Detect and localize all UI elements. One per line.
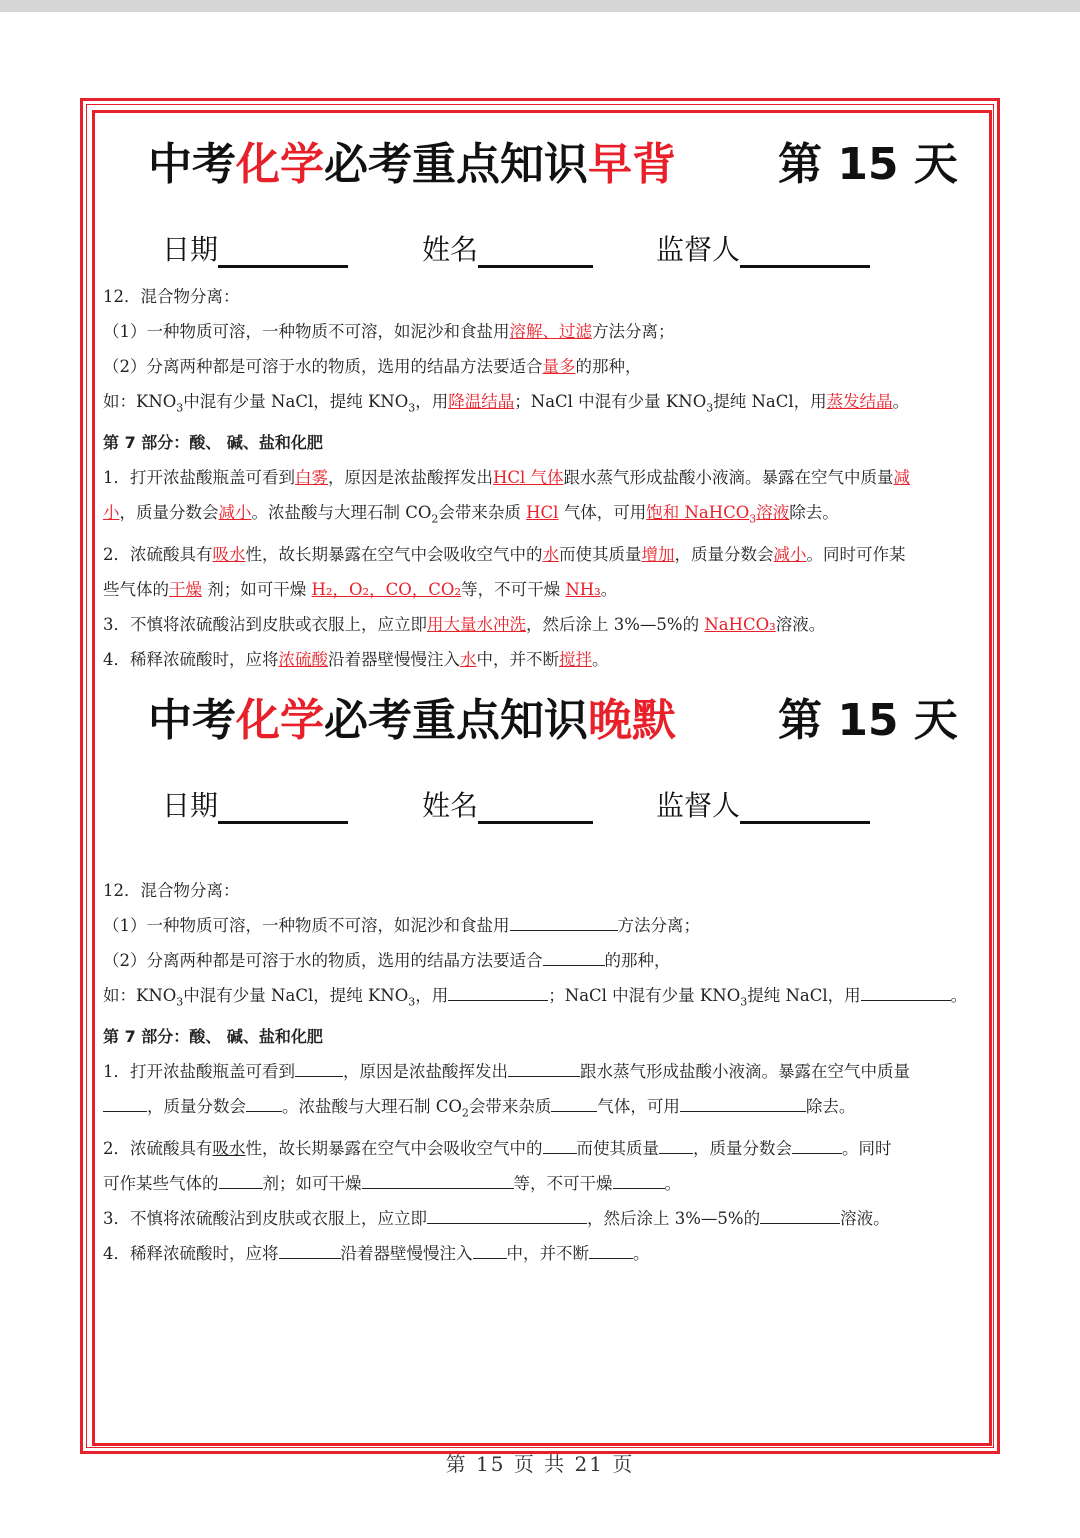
supervisor-label: 监督人 xyxy=(656,789,741,822)
answer: 浓硫酸 xyxy=(278,649,328,669)
fill-blank[interactable] xyxy=(543,1135,577,1154)
fill-blank[interactable] xyxy=(508,1058,580,1077)
p1-line-1: 1．打开浓盐酸瓶盖可看到白雾，原因是浓盐酸挥发出HCl 气体跟水蒸气形成盐酸小液滴。暴露在空气中质量减 xyxy=(103,468,911,488)
name-blank[interactable] xyxy=(478,235,593,268)
fill-blank[interactable] xyxy=(219,1170,263,1189)
date-label: 日期 xyxy=(162,233,219,266)
fill-blank[interactable] xyxy=(473,1240,507,1259)
q12-line-3: 如：$KNO_3$中混有少量 NaCl，提纯 $KNO_3$，用 ；NaCl 中混有少量 $KNO_3$提纯 NaCl，用 。 xyxy=(103,978,983,1019)
answer: 减小 xyxy=(773,544,807,564)
date-blank[interactable] xyxy=(218,791,348,824)
title-part-red: 化学 xyxy=(236,695,324,746)
answer: 吸水 xyxy=(212,544,246,564)
answer: 蒸发结晶 xyxy=(826,392,893,411)
p4-line: 4．稀释浓硫酸时，应将 沿着器壁慢慢注入 中，并不断 。 xyxy=(103,1236,983,1271)
supervisor-blank[interactable] xyxy=(740,235,870,268)
title-part-red: 晚默 xyxy=(588,695,676,746)
q12-title: 12．混合物分离： xyxy=(103,881,240,900)
title-part: 必考重点知识 xyxy=(324,695,588,746)
evening-day-label: 第 15 天 xyxy=(778,695,958,746)
p2-line-2: 些气体的干燥 剂；如可干燥 H₂，O₂，CO，CO₂等，不可干燥 NH₃。 xyxy=(103,579,618,599)
fill-blank[interactable] xyxy=(680,1093,806,1112)
p2-line-1: 2．浓硫酸具有吸水性，故长期暴露在空气中会吸收空气中的 而使其质量 ，质量分数会 。同时 xyxy=(103,1131,983,1166)
fill-blank[interactable] xyxy=(792,1135,842,1154)
morning-fields-row xyxy=(162,228,922,268)
morning-title xyxy=(148,128,676,192)
answer: 干燥 xyxy=(169,579,202,599)
q12-line-2: （2）分离两种都是可溶于水的物质，选用的结晶方法要适合量多的那种， xyxy=(103,357,642,376)
evening-content xyxy=(103,873,983,1271)
answer: HCl xyxy=(526,503,559,523)
fill-blank[interactable] xyxy=(295,1058,343,1077)
p4-line: 4．稀释浓硫酸时，应将浓硫酸沿着器壁慢慢注入水中，并不断搅拌。 xyxy=(103,649,609,669)
fill-blank[interactable] xyxy=(246,1093,282,1112)
answer: 溶解、过滤 xyxy=(509,322,592,341)
answer: 减 xyxy=(893,468,911,488)
part7-heading: 第 7 部分：酸、 碱、盐和化肥 xyxy=(103,1027,323,1047)
fill-blank[interactable] xyxy=(362,1170,514,1189)
answer: NaHCO₃ xyxy=(704,614,776,634)
answer: 降温结晶 xyxy=(448,392,515,411)
evening-fields-row xyxy=(162,784,922,824)
fill-blank[interactable] xyxy=(760,1205,840,1224)
answer: H₂，O₂，CO，CO₂ xyxy=(311,579,462,599)
name-label: 姓名 xyxy=(422,233,479,266)
page-footer: 第 15 页 共 21 页 xyxy=(445,1452,635,1476)
name-label: 姓名 xyxy=(422,789,479,822)
supervisor-field[interactable] xyxy=(656,784,870,824)
title-part: 中考 xyxy=(148,695,236,746)
name-field[interactable] xyxy=(422,784,593,824)
fill-blank[interactable] xyxy=(659,1135,693,1154)
fill-blank[interactable] xyxy=(427,1205,587,1224)
q12-line-2: （2）分离两种都是可溶于水的物质，选用的结晶方法要适合 的那种， xyxy=(103,943,983,978)
answer: 小 xyxy=(103,503,120,523)
supervisor-blank[interactable] xyxy=(740,791,870,824)
answer: 用大量水冲洗 xyxy=(427,614,526,634)
date-field[interactable] xyxy=(162,228,348,268)
answer: HCl 气体 xyxy=(493,468,564,488)
title-part: 必考重点知识 xyxy=(324,139,588,190)
q12-line-1: （1）一种物质可溶，一种物质不可溶，如泥沙和食盐用溶解、过滤方法分离； xyxy=(103,322,675,341)
name-blank[interactable] xyxy=(478,791,593,824)
title-part-red: 早背 xyxy=(588,139,676,190)
evening-title xyxy=(148,684,676,748)
fill-blank[interactable] xyxy=(613,1170,665,1189)
p3-line: 3．不慎将浓硫酸沾到皮肤或衣服上，应立即用大量水冲洗，然后涂上 3%—5%的 NaHCO₃溶液。 xyxy=(103,614,826,634)
q12-line-1: （1）一种物质可溶，一种物质不可溶，如泥沙和食盐用 方法分离； xyxy=(103,908,983,943)
title-part-red: 化学 xyxy=(236,139,324,190)
fill-blank[interactable] xyxy=(103,1093,147,1112)
p1-line-1: 1．打开浓盐酸瓶盖可看到 ，原因是浓盐酸挥发出 跟水蒸气形成盐酸小液滴。暴露在空气中质量 xyxy=(103,1054,983,1089)
part7-heading: 第 7 部分：酸、 碱、盐和化肥 xyxy=(103,433,323,453)
viewer-top-bar xyxy=(0,0,1080,12)
filled-answer: 吸水 xyxy=(212,1138,246,1158)
answer: 搅拌 xyxy=(559,649,592,669)
answer: 水 xyxy=(542,544,559,564)
answer: 白雾 xyxy=(295,468,328,488)
answer: 饱和 NaHCO$_3$溶液 xyxy=(646,503,790,526)
name-field[interactable] xyxy=(422,228,593,268)
answer: NH₃ xyxy=(565,579,601,599)
supervisor-field[interactable] xyxy=(656,228,870,268)
p1-line-2: ，质量分数会 。浓盐酸与大理石制 $CO_2$会带来杂质 气体，可用 除去。 xyxy=(103,1089,983,1130)
answer: 减小 xyxy=(218,503,252,523)
fill-blank[interactable] xyxy=(861,982,951,1001)
date-field[interactable] xyxy=(162,784,348,824)
fill-blank[interactable] xyxy=(589,1240,633,1259)
fill-blank[interactable] xyxy=(551,1093,597,1112)
p2-line-1: 2．浓硫酸具有吸水性，故长期暴露在空气中会吸收空气中的水而使其质量增加，质量分数会减小。同时可作某 xyxy=(103,544,906,564)
fill-blank[interactable] xyxy=(279,1240,341,1259)
q12-line-3: 如：$KNO_3$中混有少量 NaCl，提纯 $KNO_3$，用降温结晶；NaCl 中混有少量 $KNO_3$提纯 NaCl，用蒸发结晶。 xyxy=(103,392,910,415)
q12-title: 12．混合物分离： xyxy=(103,287,240,306)
morning-content xyxy=(103,279,983,677)
p2-line-2: 可作某些气体的 剂；如可干燥 等，不可干燥 。 xyxy=(103,1166,983,1201)
date-label: 日期 xyxy=(162,789,219,822)
date-blank[interactable] xyxy=(218,235,348,268)
answer: 增加 xyxy=(641,544,675,564)
morning-day-label: 第 15 天 xyxy=(778,139,958,190)
fill-blank[interactable] xyxy=(543,947,605,966)
answer: 量多 xyxy=(542,357,576,376)
fill-blank[interactable] xyxy=(510,912,618,931)
p3-line: 3．不慎将浓硫酸沾到皮肤或衣服上，应立即 ，然后涂上 3%—5%的 溶液。 xyxy=(103,1201,983,1236)
supervisor-label: 监督人 xyxy=(656,233,741,266)
fill-blank[interactable] xyxy=(448,982,548,1001)
answer: 水 xyxy=(460,649,477,669)
title-part: 中考 xyxy=(148,139,236,190)
p1-line-2: 小，质量分数会减小。浓盐酸与大理石制 $CO_2$会带来杂质 HCl 气体，可用饱和 NaHCO$_3$溶液除去。 xyxy=(103,503,839,526)
